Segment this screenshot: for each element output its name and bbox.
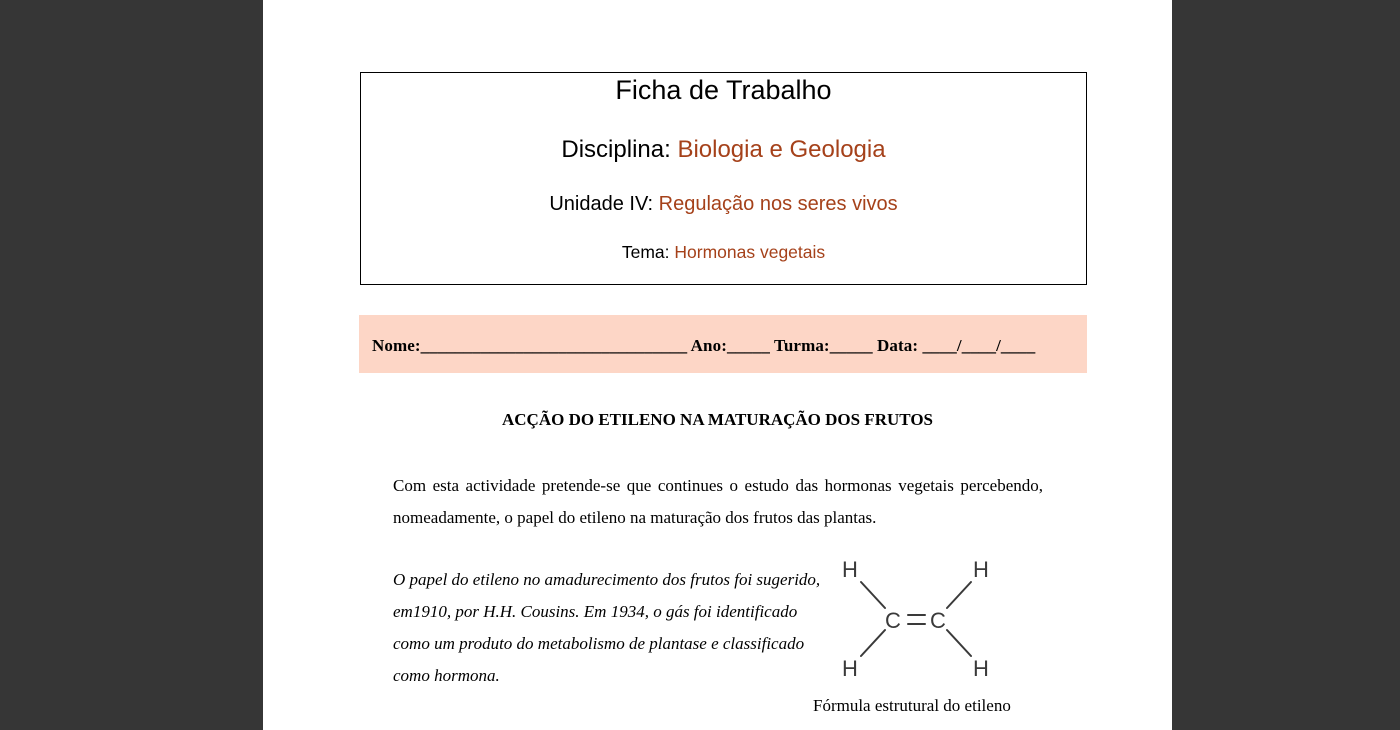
unit-line [361, 193, 1086, 216]
carbon-atom-left: C [885, 608, 901, 633]
discipline-line [361, 136, 1086, 164]
unit-label: Unidade IV: [549, 193, 659, 215]
hydrogen-atom-top-left: H [842, 557, 858, 582]
bond-top-left [861, 582, 885, 608]
discipline-value: Biologia e Geologia [677, 136, 886, 163]
document-page [263, 0, 1172, 730]
discipline-label: Disciplina: [561, 136, 678, 163]
theme-label: Tema: [621, 242, 675, 262]
historical-note: O papel do etileno no amadurecimento dos frutos foi sugerido, em1910, por H.H. Cousins. Em 1934, o gás foi identificado como um produto do metabolismo de plantase e classificado como hormona. [393, 570, 821, 685]
intro-paragraph: Com esta actividade pretende-se que continues o estudo das hormonas vegetais percebendo, nomeadamente, o papel do etileno na maturação dos frutos das plantas. [393, 476, 1043, 527]
theme-line [361, 242, 1086, 263]
hydrogen-atom-bottom-left: H [842, 656, 858, 681]
section-title-text: ACÇÃO DO ETILENO NA MATURAÇÃO DOS FRUTOS [501, 410, 934, 429]
unit-value: Regulação nos seres vivos [658, 193, 898, 215]
worksheet-header-box [360, 72, 1087, 285]
section-title [263, 410, 1172, 430]
hydrogen-atom-top-right: H [973, 557, 989, 582]
bond-bottom-left [861, 630, 885, 656]
carbon-atom-right: C [930, 608, 946, 633]
bond-top-right [947, 582, 971, 608]
formula-caption: Fórmula estrutural do etileno [813, 696, 1011, 715]
student-info-fields: Nome:_______________________________ Ano:_____ Turma:_____ Data: ____/____/____ [372, 336, 1036, 355]
student-info-bar [359, 315, 1087, 373]
theme-value: Hormonas vegetais [674, 242, 826, 262]
worksheet-title: Ficha de Trabalho [615, 75, 832, 105]
hydrogen-atom-bottom-right: H [973, 656, 989, 681]
ethylene-structural-formula [828, 552, 1008, 687]
bond-bottom-right [947, 630, 971, 656]
